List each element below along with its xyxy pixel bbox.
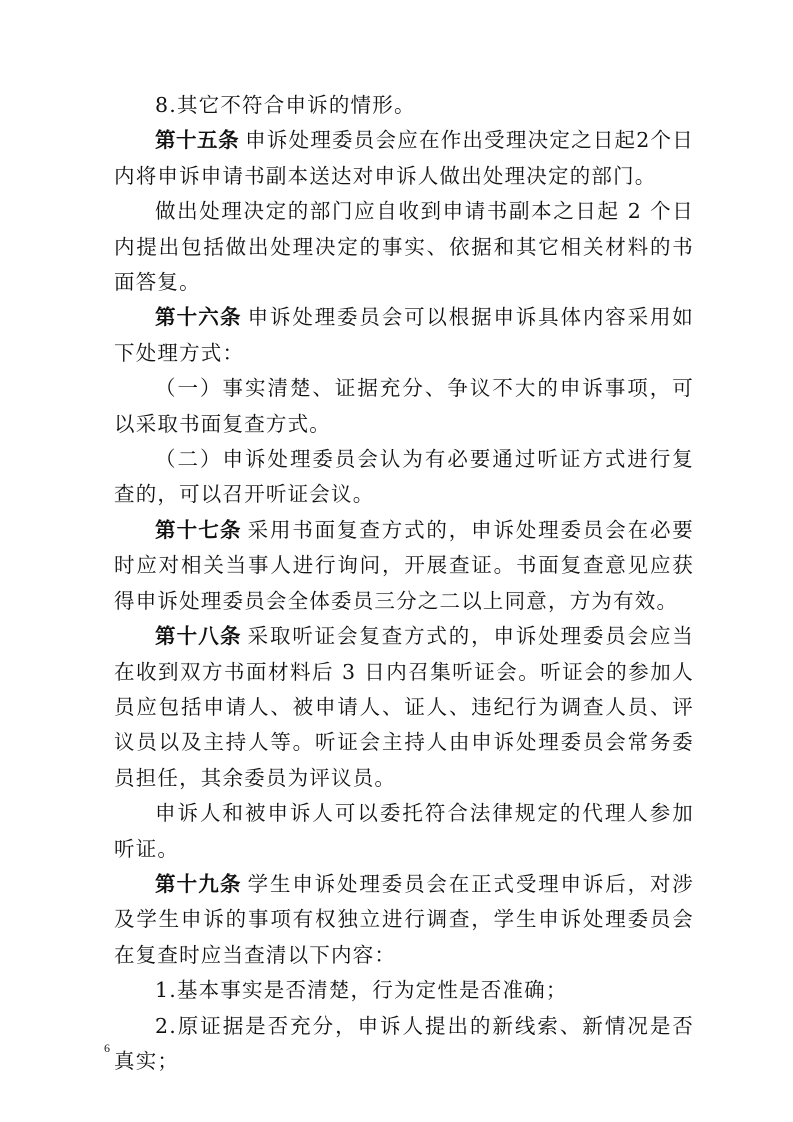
article-19	[114, 867, 694, 973]
article-19-item-2	[114, 1009, 694, 1080]
paragraph-text: 采取听证会复查方式的，申诉处理委员会应当在收到双方书面材料后 3 日内召集听证会。听证会的参加人员应包括申请人、被申请人、证人、违纪行为调查人员、评议员以及主持人等。听证会主持人由申诉处理委员会常务委员担任，其余委员为评议员。	[114, 624, 694, 790]
article-heading: 第十五条	[155, 128, 240, 153]
article-heading: 第十九条	[155, 871, 242, 896]
article-15	[114, 123, 694, 194]
document-body	[114, 88, 694, 1079]
paragraph-text: 8.其它不符合申诉的情形。	[155, 93, 416, 117]
paragraph-text: 申诉处理委员会可以根据申诉具体内容采用如下处理方式：	[114, 305, 694, 365]
article-heading: 第十六条	[155, 305, 242, 330]
article-16-item-1	[114, 371, 694, 442]
paragraph-text: 学生申诉处理委员会在正式受理申诉后，对涉及学生申诉的事项有权独立进行调查，学生申诉处理委员会在复查时应当查清以下内容：	[114, 871, 694, 967]
article-heading: 第十八条	[155, 624, 242, 649]
paragraph-text: 2.原证据是否充分，申诉人提出的新线索、新情况是否真实；	[114, 1013, 694, 1073]
paragraph-text: 采用书面复查方式的，申诉处理委员会在必要时应对相关当事人进行询问，开展查证。书面复查意见应获得申诉处理委员会全体委员三分之二以上同意，方为有效。	[114, 517, 694, 613]
clause-item-8	[114, 88, 694, 123]
article-16-item-2	[114, 442, 694, 513]
article-17	[114, 513, 694, 619]
article-19-item-1	[114, 973, 694, 1008]
article-heading: 第十七条	[155, 517, 242, 542]
paragraph-text: 申诉处理委员会应在作出受理决定之日起2个日内将申诉申请书副本送达对申诉人做出处理决定的部门。	[114, 128, 694, 188]
paragraph-text: 申诉人和被申诉人可以委托符合法律规定的代理人参加听证。	[114, 801, 694, 861]
paragraph-text: 1.基本事实是否清楚，行为定性是否准确；	[155, 978, 568, 1003]
article-18-paragraph-2	[114, 796, 694, 867]
page-number: 6	[104, 1041, 110, 1055]
paragraph-text: （一）事实清楚、证据充分、争议不大的申诉事项，可以采取书面复查方式。	[114, 376, 694, 436]
article-18	[114, 619, 694, 796]
article-16	[114, 300, 694, 371]
article-15-paragraph-2	[114, 194, 694, 300]
paragraph-text: 做出处理决定的部门应自收到申请书副本之日起 2 个日内提出包括做出处理决定的事实、依据和其它相关材料的书面答复。	[114, 199, 694, 295]
paragraph-text: （二）申诉处理委员会认为有必要通过听证方式进行复查的，可以召开听证会议。	[114, 447, 694, 507]
